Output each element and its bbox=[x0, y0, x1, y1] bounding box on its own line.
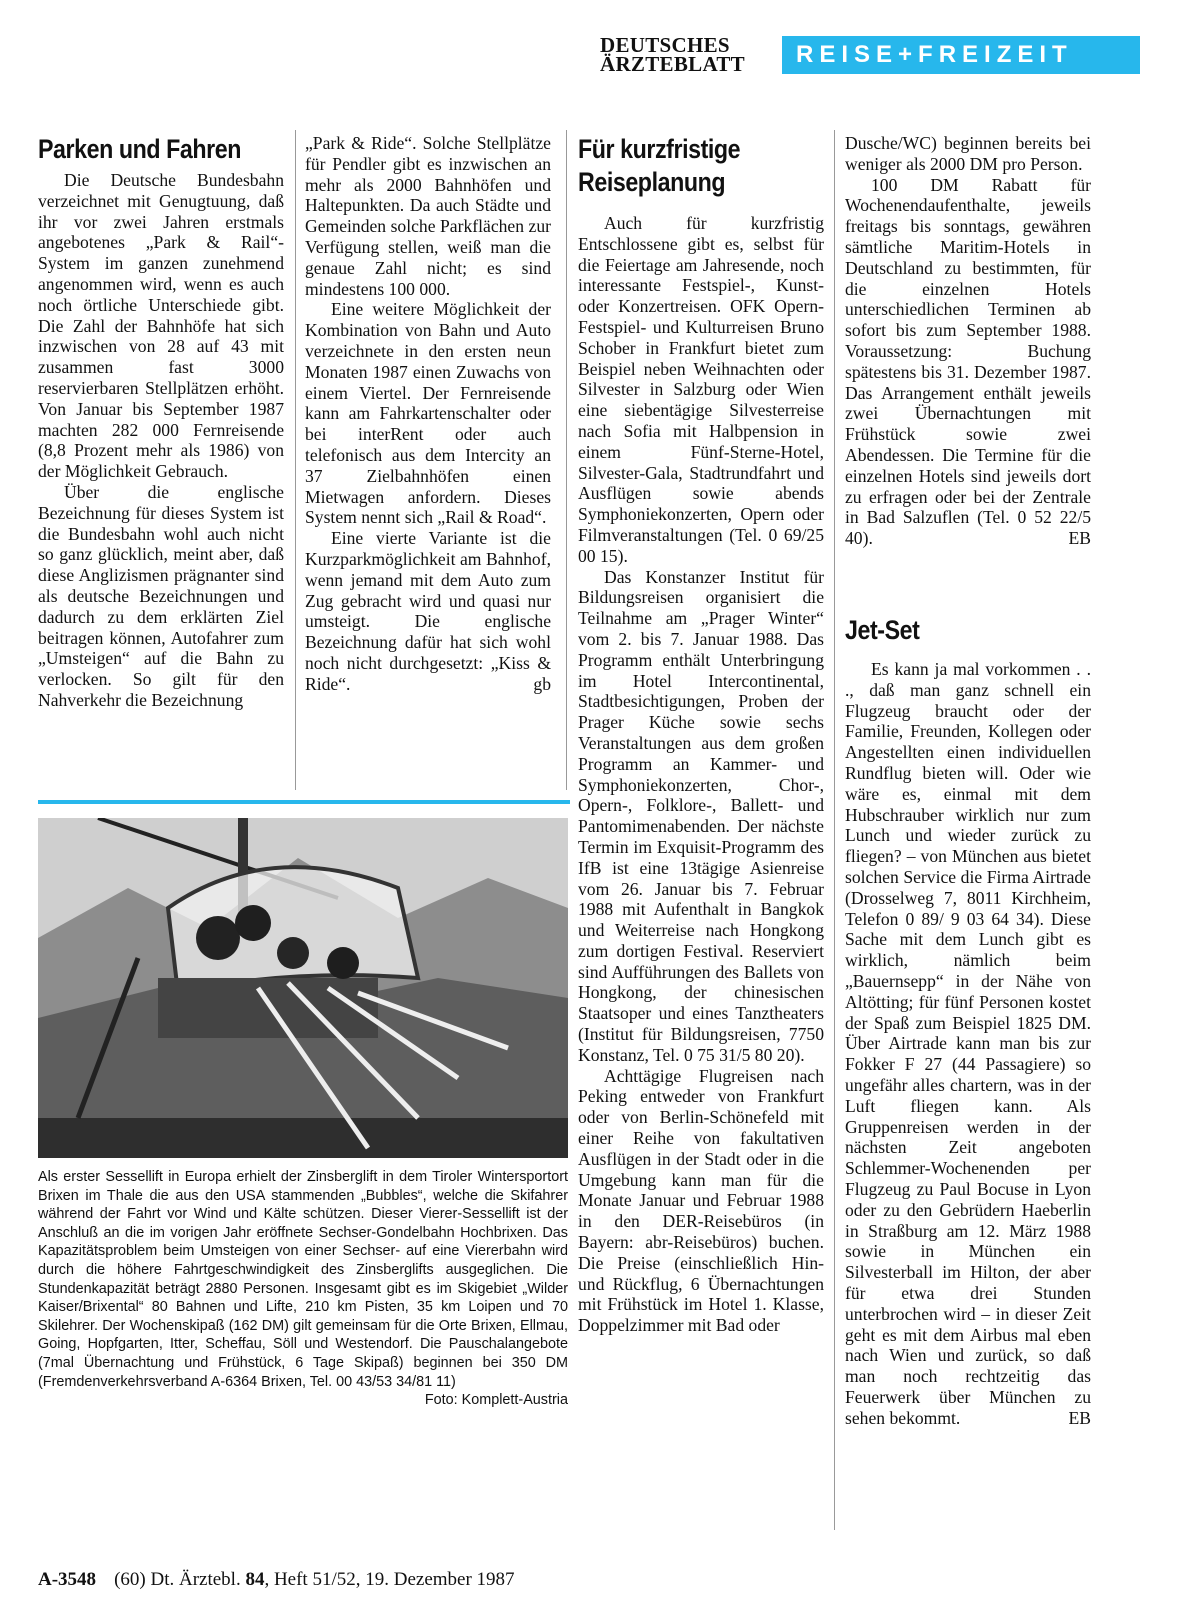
title-line-2: Reiseplanung bbox=[578, 167, 726, 197]
citation-post: , Heft 51/52, 19. Dezember 1987 bbox=[264, 1569, 515, 1590]
photo-rule bbox=[38, 800, 570, 804]
author-signature: EB bbox=[1068, 1407, 1091, 1428]
photo-caption bbox=[38, 1168, 568, 1410]
article-reiseplanung-col3 bbox=[578, 133, 824, 1336]
article-paragraph: „Park & Ride“. Solche Stellplätze für Pendler gibt es inzwischen an mehr als 2000 Bahnhöfen und Haltepunkten. Da auch Städte und Gemeinden solche Parkflächen zur Verfügung stellen, weiß man die genaue Zahl nicht; es sind mindestens 100 000. bbox=[305, 133, 551, 299]
ski-lift-photo bbox=[38, 818, 568, 1158]
article-paragraph: Über die englische Bezeichnung für dieses System ist die Bundesbahn wohl auch nicht so ganz glücklich, meint aber, daß diese Anglizismen prägnanter sind als deutsche Bezeichnungen und dadurch zu dem erklärten Ziel beitragen können, Autofahrer zum „Umsteigen“ auf die Bahn zu verlocken. So gilt für den Nahverkehr die Bezeichnung bbox=[38, 481, 284, 710]
chairlift-illustration bbox=[38, 818, 568, 1158]
author-signature: gb bbox=[533, 673, 551, 694]
article-paragraph: Auch für kurzfristig Entschlossene gibt es, selbst für die Feiertage am Jahresende, noch interessante Festspiel-, Kunst- oder Konzertreisen. OFK Opern-Festspiel- und Kulturreisen Bruno Schober in Frankfurt bietet zum Beispiel neben Weihnachten oder Silvester in Salzburg oder Wien eine siebentägige Silvesterreise nach Sofia mit Halbpension in einem Fünf-Sterne-Hotel, Silvester-Gala, Stadtrundfahrt und Ausflügen sowie abends Symphoniekonzerten, Opern oder Filmveranstaltungen (Tel. 0 69/25 00 15). bbox=[578, 213, 824, 566]
paragraph-text: Es kann ja mal vorkommen . . ., daß man ganz schnell ein Flugzeug braucht oder der Familie, Freunden, Kollegen oder Angestellten einen individuellen Rundflug bieten will. Oder wie wäre es, einmal mit dem Hubschrauber wirklich nur zum Lunch und wieder zurück zu fliegen? – von München aus bietet solchen Service die Firma Airtrade (Drosselweg 7, 8011 Kirchheim, Telefon 0 89/ 9 03 64 34). Diese Sache mit dem Lunch gibt es wirklich, nämlich beim „Bauernsepp“ in der Nähe von Altötting; für fünf Personen kostet der Spaß zum Beispiel 1825 DM. Über Airtrade kann man bis zur Fokker F 27 (44 Passagiere) so ungefähr alles chartern, was in der Luft fliegen kann. Als Gruppenreisen werden in der nächsten Zeit angeboten Schlemmer-Wochenenden per Flugzeug zu Paul Bocuse in Lyon oder zu den Gebrüdern Haeberlin in Straßburg am 12. März 1988 sowie in München ein Silvesterball im Hilton, der aber für etwa drei Stunden unterbrochen wird – in dieser Zeit geht es mit dem Airbus mal eben nach Wien und zurück, so daß man noch rechtzeitig das Feuerwerk über München zu sehen bekommt. bbox=[845, 659, 1091, 1428]
volume-number: 84 bbox=[245, 1569, 265, 1590]
article-parken-col1 bbox=[38, 133, 284, 711]
paragraph-text: Eine vierte Variante ist die Kurzparkmöglichkeit am Bahnhof, wenn jemand mit dem Auto zum Zug gebracht wird und quasi nur umsteigt. Die englische Bezeichnung dafür hat sich wohl noch nicht durchgesetzt: „Kiss & Ride“. bbox=[305, 528, 551, 694]
caption-text: Als erster Sessellift in Europa erhielt der Zinsberglift in dem Tiroler Wintersportort Brixen im Thale die aus den USA stammenden „Bubbles“, welche die Skifahrer während der Fahrt vor Wind und Kälte schützen. Dieser Vierer-Sessellift ist der Anschluß an die im vorigen Jahr eröffnete Sechser-Gondelbahn Hochbrixen. Das Kapazitätsproblem beim Umsteigen von einer Sechser- auf eine Viererbahn wird durch die höhere Fahrtgeschwindigkeit des Zinsberglifts ausgeglichen. Die Stundenkapazität beträgt 2880 Personen. Insgesamt gibt es im Skigebiet „Wilder Kaiser/Brixental“ 80 Bahnen und Lifte, 210 km Pisten, 35 km Loipen und 70 Skilehrer. Der Wochenskipaß (162 DM) gilt gemeinsam für die Orte Brixen, Ellmau, Going, Hopfgarten, Itter, Scheffau, Söll und Westendorf. Die Pauschalangebote (7mal Übernachtung und Frühstück, 6 Tage Skipaß) beginnen bei 350 DM (Fremdenverkehrsverband A-6364 Brixen, Tel. 00 43/53 34/81 11) bbox=[38, 1169, 568, 1390]
section-banner: REISE+FREIZEIT bbox=[782, 36, 1140, 74]
page-number: A-3548 bbox=[38, 1569, 97, 1590]
journal-logo bbox=[600, 33, 772, 76]
logo-line-2: ÄRZTEBLATT bbox=[600, 52, 745, 76]
page-footer bbox=[38, 1569, 515, 1591]
title-line-1: Für kurzfristige bbox=[578, 134, 741, 164]
article-paragraph: Dusche/WC) beginnen bereits bei weniger als 2000 DM pro Person. bbox=[845, 133, 1091, 174]
citation-pre: (60) Dt. Ärztebl. bbox=[114, 1569, 241, 1590]
column-divider bbox=[834, 130, 835, 1530]
article-parken-col2 bbox=[305, 133, 551, 695]
article-title: Parken und Fahren bbox=[38, 134, 242, 164]
article-paragraph: Eine weitere Möglichkeit der Kombination von Bahn und Auto verzeichnete in den ersten neun Monaten 1987 einen Zuwachs von einem Viertel. Der Fernreisende kann am Fahrkartenschalter oder bei interRent oder auch telefonisch aus dem Intercity an 37 Zielbahnhöfen einen Mietwagen anfordern. Dieses System nennt sich „Rail & Road“. bbox=[305, 299, 551, 528]
masthead bbox=[600, 33, 1140, 76]
photo-credit: Foto: Komplett-Austria bbox=[424, 1392, 568, 1409]
article-paragraph: Achttägige Flugreisen nach Peking entweder von Frankfurt oder von Berlin-Schönefeld mit einer Reihe von fakultativen Ausflügen in der Stadt oder in die Umgebung kann man für die Monate Januar und Februar 1988 in den DER-Reisebüros (in Bayern: abr-Reisebüros) buchen. Die Preise (einschließlich Hin- und Rückflug, 6 Übernachtungen mit Frühstück im Hotel 1. Klasse, Doppelzimmer mit Bad oder bbox=[578, 1065, 824, 1336]
article-jetset bbox=[845, 614, 1091, 1428]
article-paragraph: Die Deutsche Bundesbahn verzeichnet mit Genugtuung, daß ihr vor zwei Jahren erstmals angebotenes „Park & Rail“-System im ganzen zunehmend angenommen wird, wenn es auch noch örtliche Unterschiede gibt. Die Zahl der Bahnhöfe hat sich inzwischen von 28 auf 43 mit zusammen fast 3000 reservierbaren Stellplätzen erhöht. Von Januar bis September 1987 machten 282 000 Fernreisende (8,8 Prozent mehr als 1986) von der Möglichkeit Gebrauch. bbox=[38, 170, 284, 482]
logo-line-1: DEUTSCHES bbox=[600, 33, 730, 57]
author-signature: EB bbox=[1068, 528, 1091, 549]
article-paragraph bbox=[845, 659, 1091, 1428]
paragraph-text: 100 DM Rabatt für Wochenendaufenthalte, jeweils freitags bis sonntags, gewähren sämtliche Maritim-Hotels in Deutschland zu bestimmten, für die einzelnen Hotels unterschiedlichen Terminen ab sofort bis zum September 1988. Voraussetzung: Buchung spätestens bis 31. Dezember 1987. Das Arrangement enthält jeweils zwei Übernachtungen mit Frühstück sowie zwei Abendessen. Die Termine für die einzelnen Hotels sind jeweils dort zu erfragen oder bei der Zentrale in Bad Salzuflen (Tel. 0 52 22/5 40). bbox=[845, 174, 1091, 549]
article-paragraph bbox=[305, 528, 551, 694]
column-divider bbox=[566, 130, 567, 790]
article-title bbox=[578, 133, 790, 199]
article-paragraph bbox=[845, 175, 1091, 549]
column-divider bbox=[295, 130, 296, 790]
article-title: Jet-Set bbox=[845, 615, 920, 645]
article-reiseplanung-col4 bbox=[845, 133, 1091, 549]
article-paragraph: Das Konstanzer Institut für Bildungsreisen organisiert die Teilnahme am „Prager Winter“ vom 2. bis 7. Januar 1988. Das Programm enthält Unterbringung im Hotel Intercontinental, Stadtbesichtigungen, Proben der Prager Küche sowie sechs Veranstaltungen aus dem großen Programm an Kammer- und Symphoniekonzerten, Chor-, Opern-, Folklore-, Ballett- und Pantomimenabenden. Der nächste Termin im Exquisit-Programm des IfB ist eine 13tägige Asienreise vom 26. Januar bis 7. Februar 1988 mit Aufenthalt in Bangkok und Weiterreise nach Hongkong zum dortigen Festival. Reserviert sind Aufführungen des Ballets von Hongkong, der chinesischen Staatsoper und eines Tanztheaters (Institut für Bildungsreisen, 7750 Konstanz, Tel. 0 75 31/5 80 20). bbox=[578, 566, 824, 1065]
